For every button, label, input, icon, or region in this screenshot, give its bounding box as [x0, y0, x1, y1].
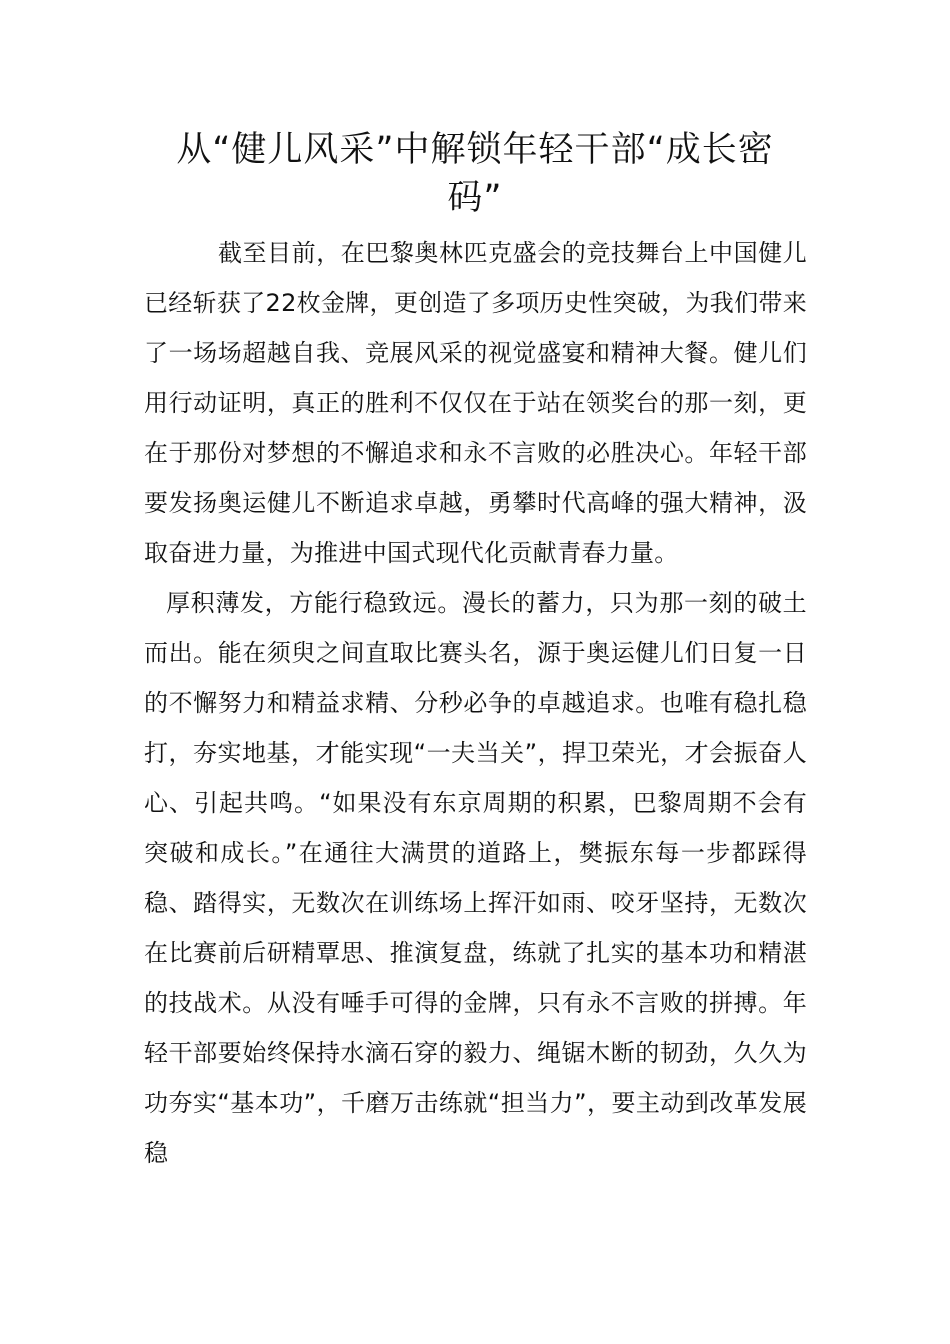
- paragraph-2: 厚积薄发，方能行稳致远。漫长的蓄力，只为那一刻的破土而出。能在须臾之间直取比赛头名，源于奥运健儿们日复一日的不懈努力和精益求精、分秒必争的卓越追求。也唯有稳扎稳打，夯实地基，才能实现“一夫当关”，捍卫荣光，才会振奋人心、引起共鸣。“如果没有东京周期的积累，巴黎周期不会有突破和成长。”在通往大满贯的道路上，樊振东每一步都踩得稳、踏得实，无数次在训练场上挥汗如雨、咬牙坚持，无数次在比赛前后研精覃思、推演复盘，练就了扎实的基本功和精湛的技战术。从没有唾手可得的金牌，只有永不言败的拼搏。年轻干部要始终保持水滴石穿的毅力、绳锯木断的韧劲，久久为功夯实“基本功”，千磨万击练就“担当力”，要主动到改革发展稳: [144, 589, 807, 1167]
- paragraph-1: 截至目前，在巴黎奥林匹克盛会的竞技舞台上中国健儿已经斩获了22枚金牌，更创造了多项历史性突破，为我们带来了一场场超越自我、竞展风采的视觉盛宴和精神大餐。健儿们用行动证明，真正的胜利不仅仅在于站在领奖台的那一刻，更在于那份对梦想的不懈追求和永不言败的必胜决心。年轻干部要发扬奥运健儿不断追求卓越，勇攀时代高峰的强大精神，汲取奋进力量，为推进中国式现代化贡献青春力量。: [144, 239, 807, 567]
- document-title: 从“健儿风采”中解锁年轻干部“成长密码”: [176, 130, 774, 218]
- document-body: [144, 228, 807, 1178]
